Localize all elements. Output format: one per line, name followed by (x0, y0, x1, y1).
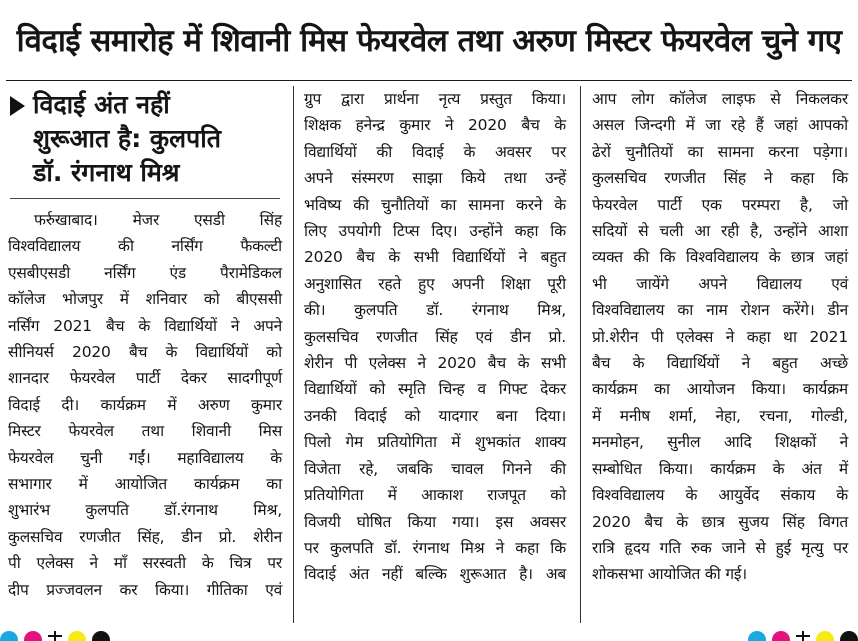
cyan-mark (0, 631, 18, 641)
cyan-mark (748, 631, 766, 641)
column-text (4, 207, 286, 603)
crosshair-icon (796, 631, 810, 641)
column-divider (580, 86, 581, 623)
text-line: कुलसचिव रणजीत सिंह, डीन प्रो. शेरीन (8, 527, 282, 546)
magenta-mark (24, 631, 42, 641)
text-line: एसबीएसडी नर्सिंग एंड पैरामेडिकल (8, 263, 282, 282)
arrow-icon (10, 96, 25, 116)
text-line: कार्यक्रम का आयोजन किया। कार्यक्रम (592, 380, 848, 399)
text-line: शानदार फेयरवेल पार्टी देकर सादगीपूर्ण (8, 369, 282, 388)
text-line: विश्वविद्यालय की नर्सिंग फैकल्टी (8, 237, 282, 256)
yellow-mark (68, 631, 86, 641)
text-line: मिस्टर फेयरवेल तथा शिवानी मिस (8, 422, 282, 441)
column-divider (293, 86, 294, 623)
text-line: नर्सिंग 2021 बैच के विद्यार्थियों ने अपने (8, 316, 282, 335)
text-line: विदाई दी। कार्यक्रम में अरुण कुमार (8, 395, 282, 414)
yellow-mark (816, 631, 834, 641)
headline-divider (6, 80, 852, 81)
text-line: आप लोग कॉलेज लाइफ से निकलकर (592, 90, 848, 108)
text-line: फेयरवेल पार्टी एक परम्परा है, जो (592, 195, 848, 214)
text-line: दीप प्रज्जवलन कर किया। गीतिका एवं (8, 580, 282, 599)
text-line: विजेता रहे, जबकि चावल गिनने की (304, 459, 566, 478)
text-line: शोकसभा आयोजित की गई। (592, 565, 747, 584)
text-line: अनुशासित रहते हुए अपनी शिक्षा पूरी (304, 274, 566, 293)
text-line: शिक्षक हनेन्द्र कुमार ने 2020 बैच के (304, 116, 566, 135)
text-line: सदियों से चली आ रही है, उन्होंने आशा (592, 222, 848, 241)
text-line: 2020 बैच के सभी विद्यार्थियों ने बहुत (304, 248, 566, 267)
text-line: कुलसचिव रणजीत सिंह एवं डीन प्रो. (304, 327, 566, 346)
text-line: विद्यार्थियों को स्मृति चिन्ह व गिफ्ट देकर (304, 380, 566, 399)
magenta-mark (772, 631, 790, 641)
text-line: विजयी घोषित किया गया। इस अवसर (304, 512, 566, 531)
text-line: में मनीष शर्मा, नेहा, रचना, गोल्डी, (592, 406, 848, 425)
text-line: 2020 बैच के छात्र सुजय सिंह विगत (592, 512, 848, 531)
text-line: ग्रुप द्वारा प्रार्थना नृत्य प्रस्तुत किया। (304, 90, 566, 108)
text-line: मनमोहन, सुनील आदि शिक्षकों ने (592, 433, 848, 452)
text-line: विदाई अंत नहीं बल्कि शुरूआत है। अब (304, 565, 566, 584)
registration-marks (748, 631, 858, 641)
text-line: ढेरों चुनौतियों का सामना करना पड़ेगा। (592, 142, 848, 161)
text-line: विश्वविद्यालय के आयुर्वेद संकाय के (592, 486, 848, 505)
text-line: असल जिन्दगी में जा रहे हैं जहां आपको (592, 116, 848, 135)
text-line: फेयरवेल चुनी गईं। महाविद्यालय के (8, 448, 282, 467)
text-line: सम्बोधित किया। कार्यक्रम के अंत में (592, 459, 848, 478)
subheadline-divider (10, 198, 280, 199)
black-mark (840, 631, 858, 641)
headline: विदाई समारोह में शिवानी मिस फेयरवेल तथा अरुण मिस्टर फेयरवेल चुने गए (16, 23, 842, 59)
article-column-3 (588, 86, 852, 623)
text-line: अपने संस्मरण साझा किये तथा उन्हें (304, 169, 566, 188)
text-line: फर्रुखाबाद। मेजर एसडी सिंह (34, 211, 282, 229)
text-line: कॉलेज भोजपुर में शनिवार को बीएससी (8, 290, 282, 309)
text-line: पर कुलपति डॉ. रंगनाथ मिश्र ने कहा कि (304, 538, 566, 557)
text-line: की। कुलपति डॉ. रंगनाथ मिश्र, (304, 301, 566, 320)
text-line: शुभारंभ कुलपति डॉ.रंगनाथ मिश्र, (8, 501, 282, 520)
text-line: शेरीन पी एलेक्स ने 2020 बैच के सभी (304, 354, 566, 373)
black-mark (92, 631, 110, 641)
subheadline-line: विदाई अंत नहीं (33, 90, 170, 119)
text-line: पी एलेक्स ने माँ सरस्वती के चित्र पर (8, 554, 282, 573)
article-column-1 (4, 88, 286, 623)
text-line: विश्वविद्यालय का नाम रोशन करेंगे। डीन (592, 301, 848, 320)
article-column-2 (300, 86, 570, 623)
text-line: पिलो गेम प्रतियोगिता में शुभकांत शाक्य (304, 433, 566, 452)
text-line: सीनियर्स 2020 बैच के विद्यार्थियों को (8, 343, 282, 362)
text-line: रात्रि हृदय गति रुक जाने से हुई मृत्यु पर (592, 538, 848, 557)
registration-marks (0, 631, 110, 641)
text-line: भविष्य की चुनौतियों का सामना करने के (304, 195, 566, 214)
text-line: उनकी विदाई को यादगार बना दिया। (304, 406, 566, 425)
text-line: प्रतियोगिता में आकाश राजपूत को (304, 486, 566, 505)
text-line: लिए उपयोगी टिप्स दिए। उन्होंने कहा कि (304, 222, 566, 241)
subheadline-line: शुरूआत है: कुलपति (33, 124, 221, 153)
subheadline (4, 88, 286, 190)
subheadline-line: डॉ. रंगनाथ मिश्र (33, 158, 180, 187)
text-line: व्यक्त की कि विश्वविद्यालय के छात्र जहां (592, 248, 848, 267)
text-line: प्रो.शेरीन पी एलेक्स ने कहा था 2021 (592, 327, 848, 346)
text-line: विद्यार्थियों की विदाई के अवसर पर (304, 142, 566, 161)
text-line: कुलसचिव रणजीत सिंह ने कहा कि (592, 169, 848, 188)
crosshair-icon (48, 631, 62, 641)
text-line: बैच के विद्यार्थियों ने बहुत अच्छे (592, 354, 848, 373)
text-line: सभागार में आयोजित कार्यक्रम का (8, 475, 282, 494)
text-line: भी जायेंगे अपने विद्यालय एवं (592, 274, 848, 293)
